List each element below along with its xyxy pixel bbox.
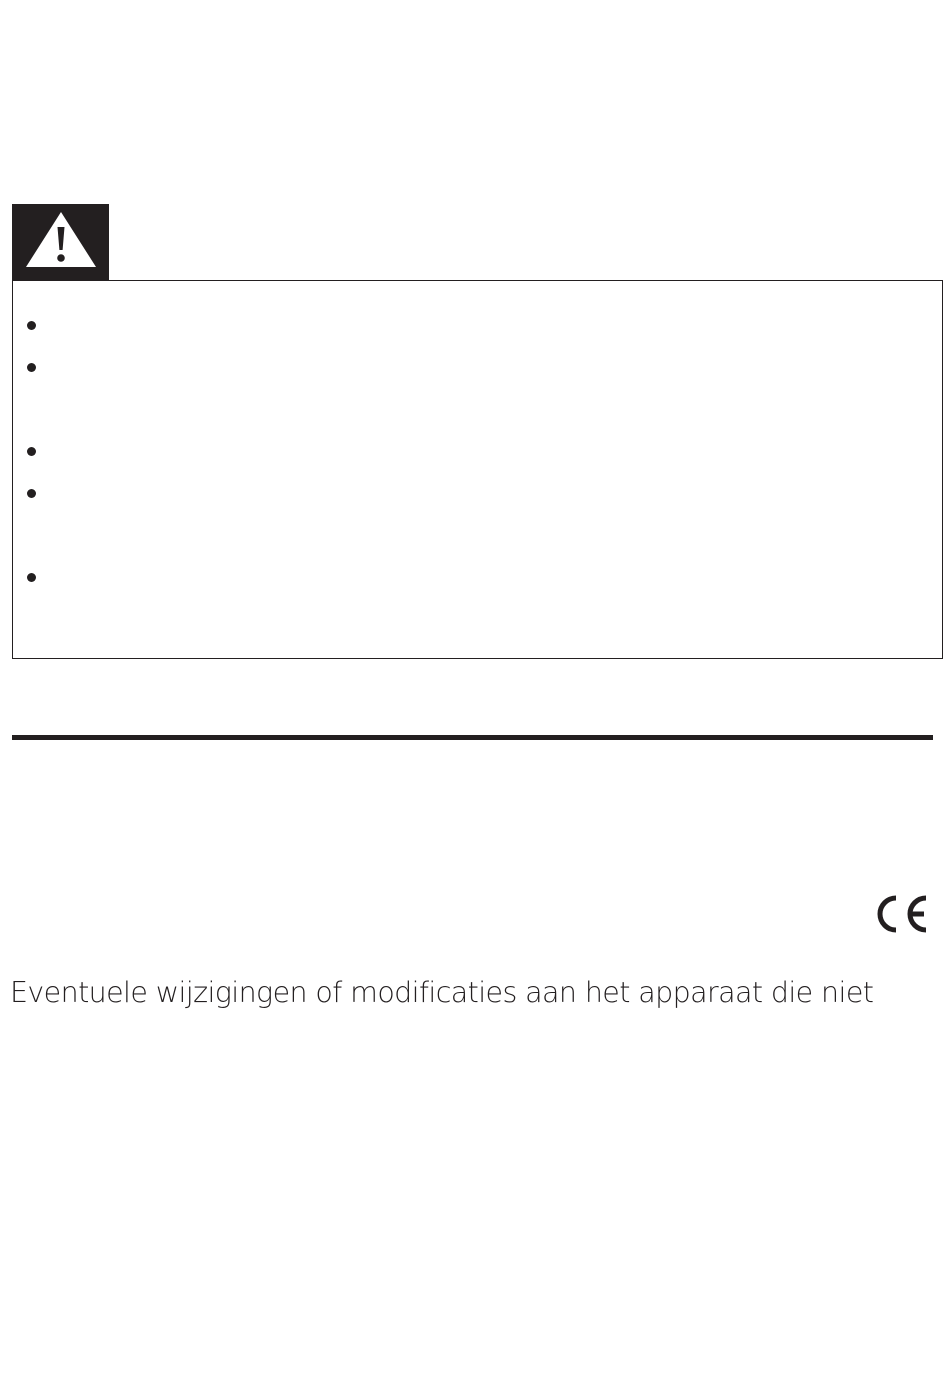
- ce-mark-icon: [872, 892, 930, 936]
- section-divider: [12, 735, 933, 740]
- body-paragraph: Eventuele wijzigingen of modificaties aan het apparaat die niet: [10, 976, 874, 1009]
- bullet-point: [27, 321, 36, 330]
- bullet-point: [27, 489, 36, 498]
- warning-triangle-icon: [23, 209, 99, 271]
- bullet-point: [27, 573, 36, 582]
- bullet-point: [27, 447, 36, 456]
- warning-tab: [12, 204, 109, 281]
- bullet-point: [27, 363, 36, 372]
- warning-box: [12, 280, 943, 659]
